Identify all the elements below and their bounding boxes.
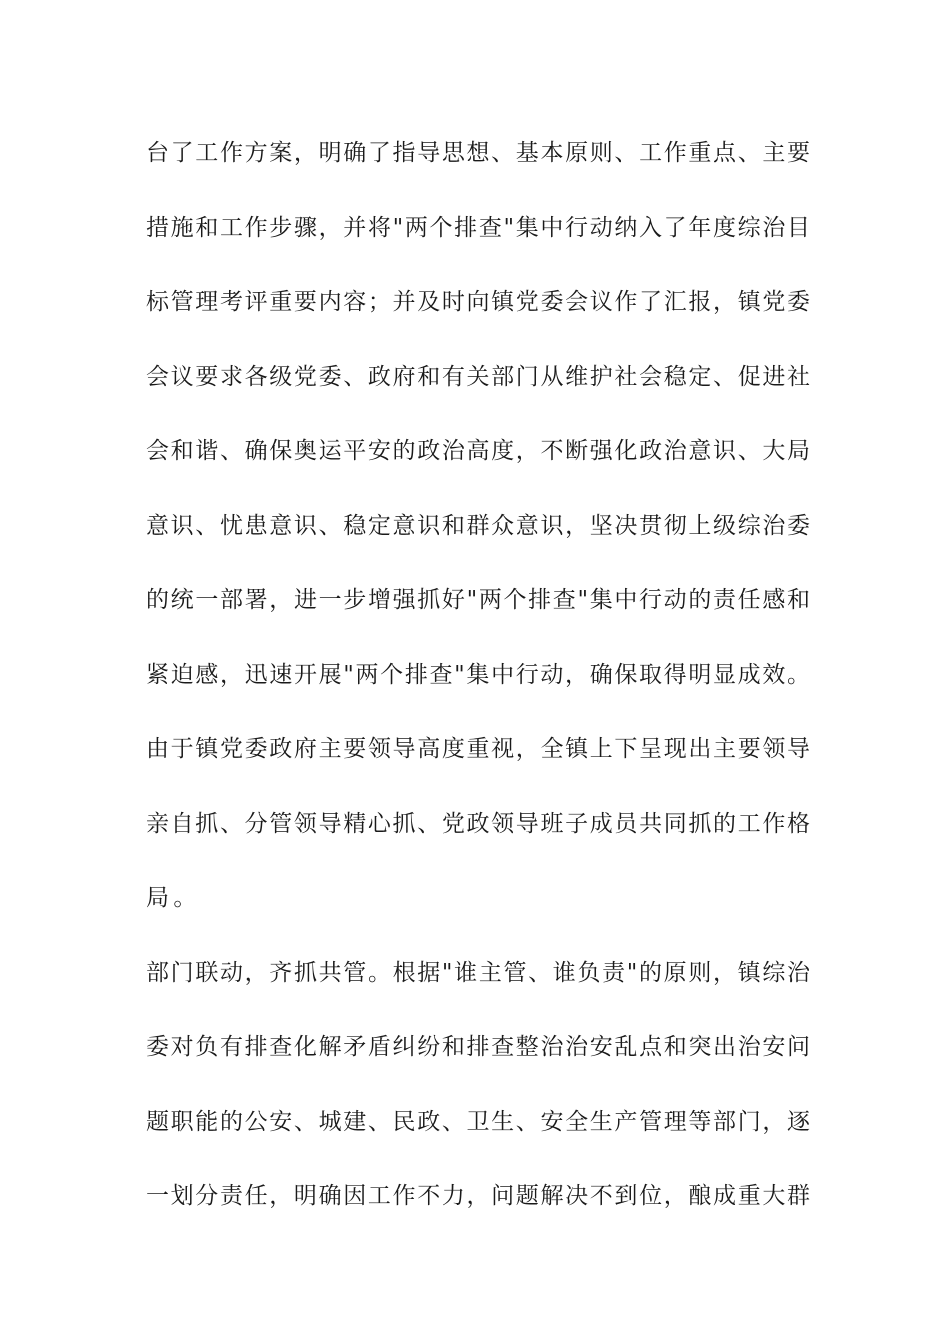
text-line: 措施和工作步骤，并将"两个排查"集中行动纳入了年度综治目 (146, 214, 810, 241)
text-line: 亲自抓、分管领导精心抓、党政领导班子成员共同抓的工作格 (146, 810, 810, 837)
text-line: 台了工作方案，明确了指导思想、基本原则、工作重点、主要 (146, 140, 810, 166)
text-line: 紧迫感，迅速开展"两个排查"集中行动，确保取得明显成效。 (146, 661, 810, 688)
text-line: 的统一部署，进一步增强抓好"两个排查"集中行动的责任感和 (146, 587, 810, 613)
text-line: 一划分责任，明确因工作不力，问题解决不到位，酿成重大群 (146, 1183, 810, 1209)
text-line: 标管理考评重要内容；并及时向镇党委会议作了汇报，镇党委 (146, 289, 810, 315)
text-line: 题职能的公安、城建、民政、卫生、安全生产管理等部门，逐 (146, 1108, 810, 1135)
text-line: 会议要求各级党委、政府和有关部门从维护社会稳定、促进社 (146, 363, 810, 390)
text-line: 局。 (146, 885, 201, 911)
document-body (146, 124, 810, 1242)
text-line: 意识、忧患意识、稳定意识和群众意识，坚决贯彻上级综治委 (146, 512, 810, 539)
text-line: 委对负有排查化解矛盾纠纷和排查整治治安乱点和突出治安问 (146, 1034, 810, 1060)
text-line: 部门联动，齐抓共管。根据"谁主管、谁负责"的原则，镇综治 (146, 959, 810, 986)
text-line: 由于镇党委政府主要领导高度重视，全镇上下呈现出主要领导 (146, 736, 810, 762)
text-line: 会和谐、确保奥运平安的政治高度，不断强化政治意识、大局 (146, 438, 810, 464)
